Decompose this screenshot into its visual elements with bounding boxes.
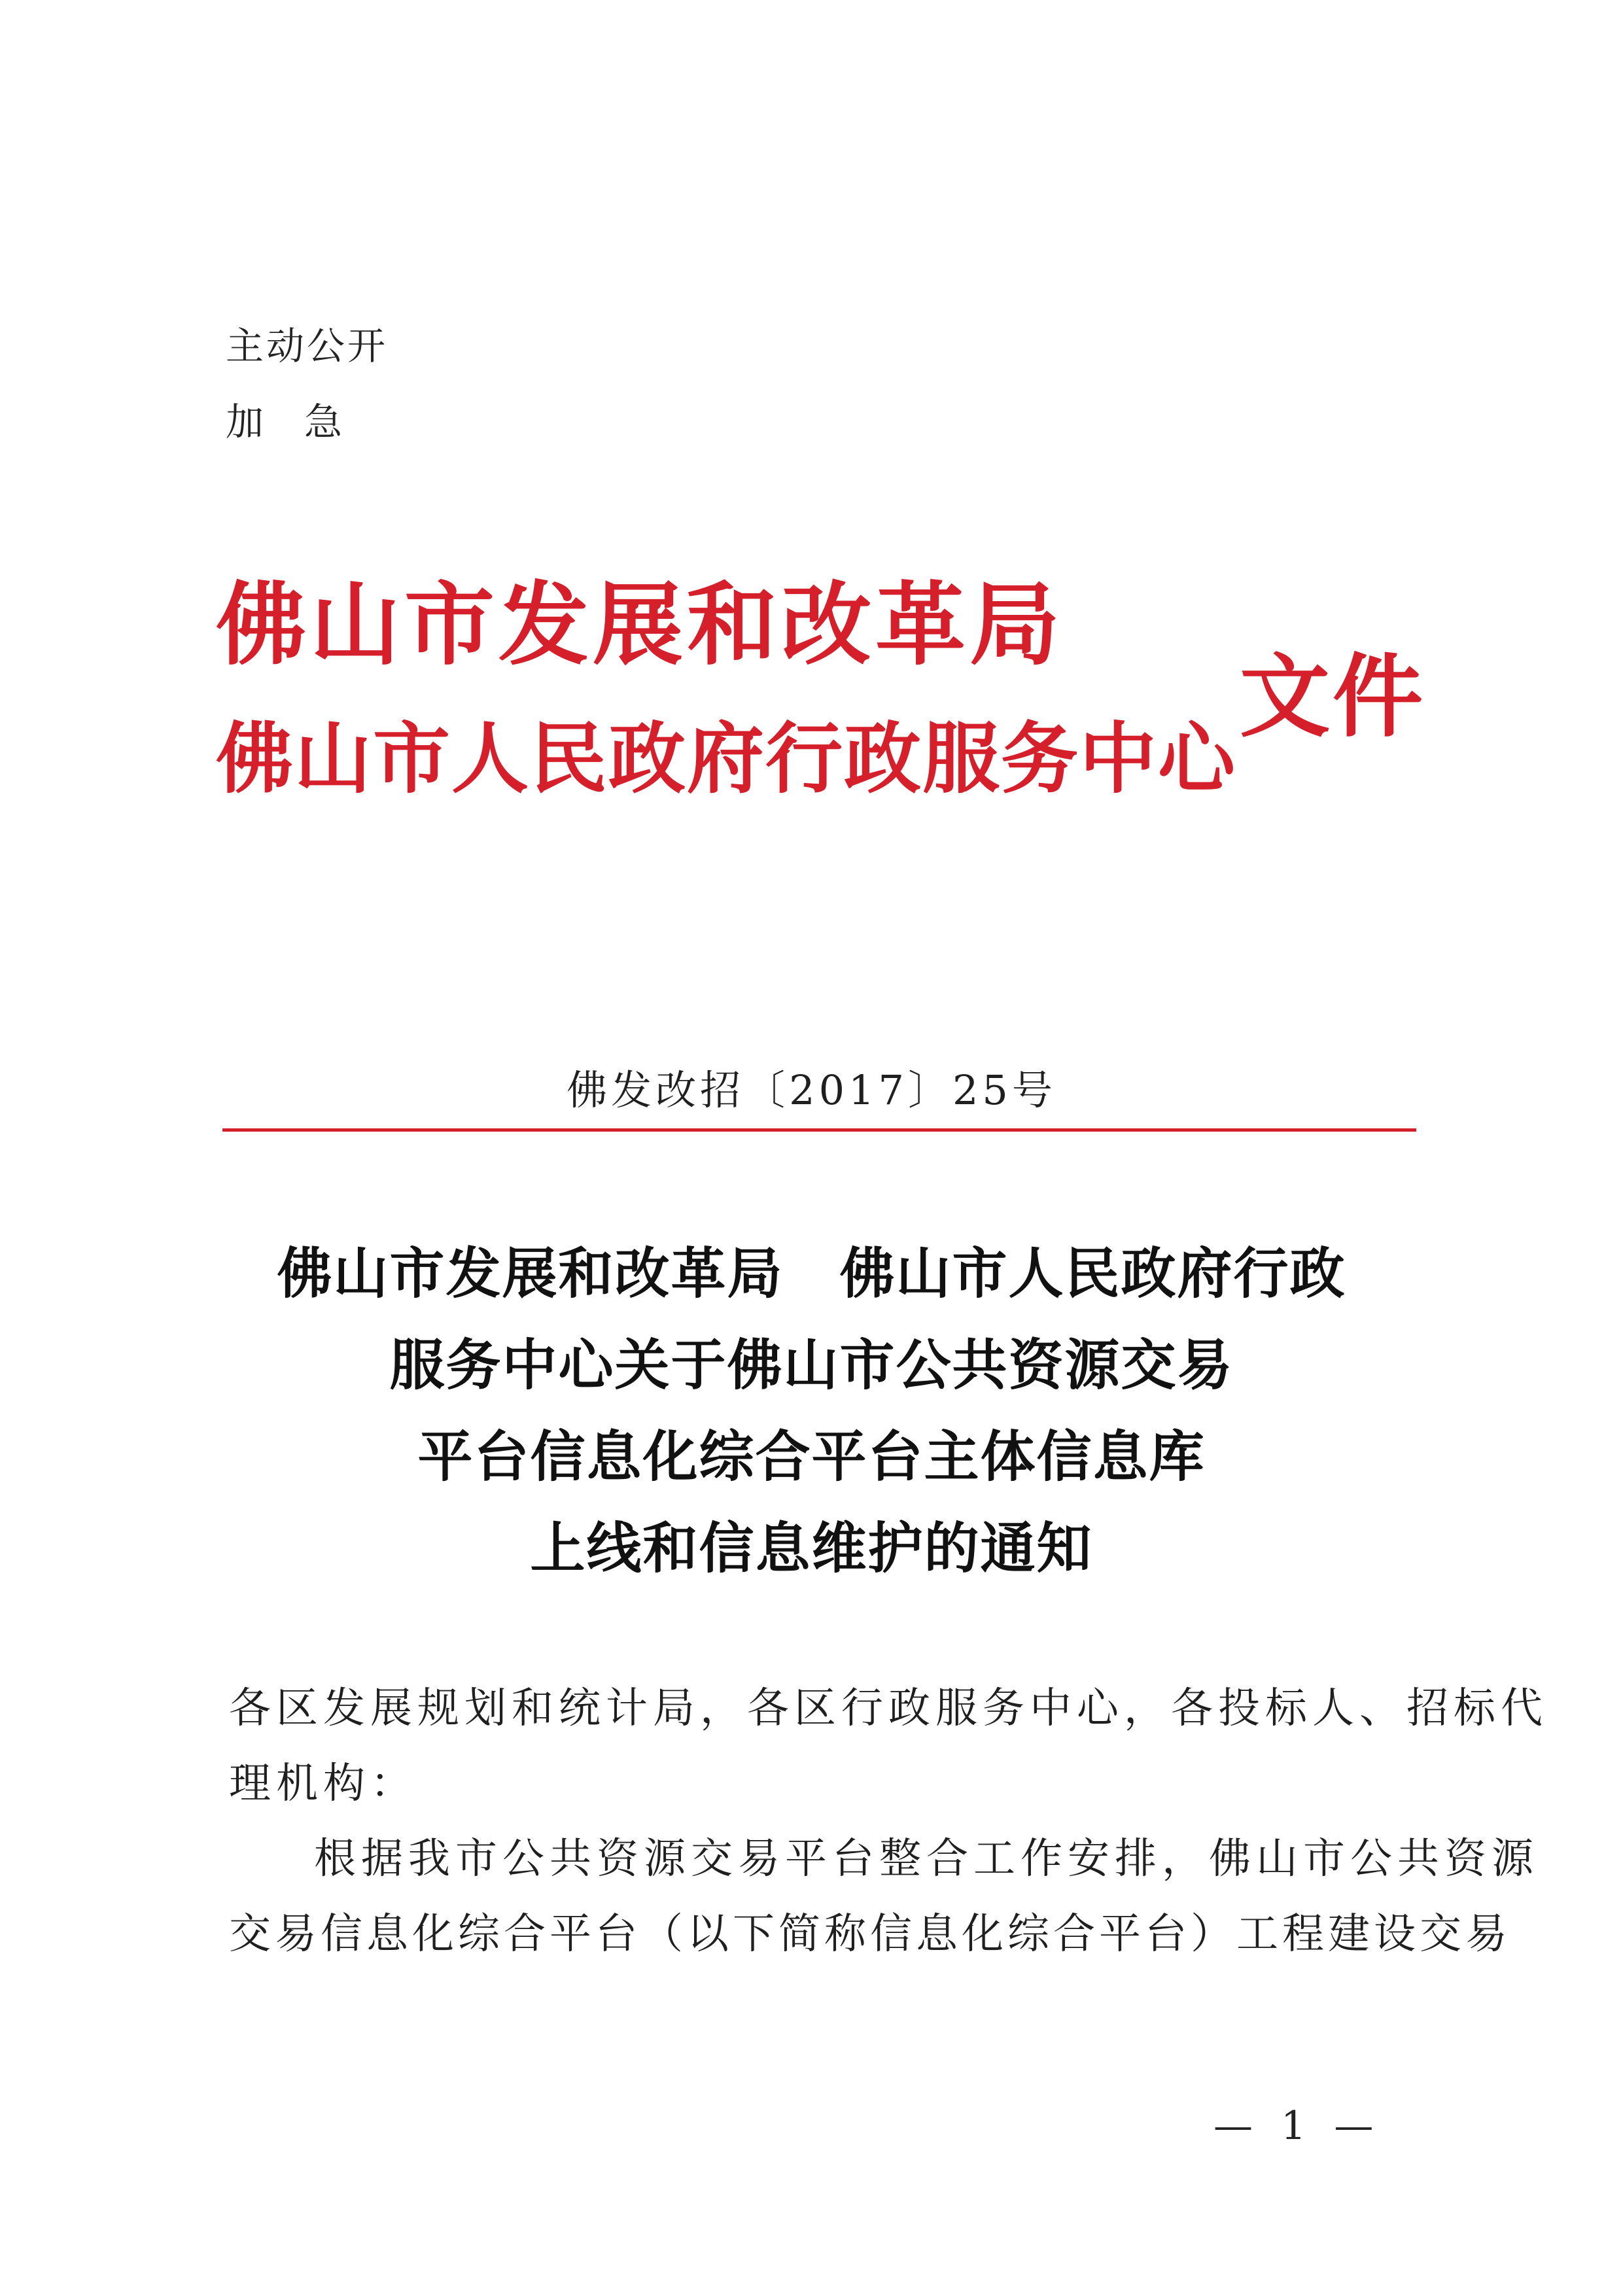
paragraph-1-line-1: 根据我市公共资源交易平台整合工作安排，佛山市公共资源 <box>314 1835 1539 1883</box>
red-divider <box>222 1128 1416 1132</box>
document-number: 佛发改招〔2017〕25号 <box>567 1066 1056 1114</box>
title-line-3: 平台信息化综合平台主体信息库 <box>417 1424 1206 1489</box>
issuer-line-1: 佛山市发展和改革局 <box>216 571 1064 678</box>
title-line-4: 上线和信息维护的通知 <box>530 1516 1093 1580</box>
issuer-line-2: 佛山市人民政府行政服务中心 <box>216 713 1237 804</box>
issuer-suffix: 文件 <box>1240 643 1426 750</box>
paragraph-1-line-2: 交易信息化综合平台（以下简称信息化综合平台）工程建设交易 <box>229 1910 1511 1958</box>
addressee-line-1: 各区发展规划和统计局，各区行政服务中心，各投标人、招标代 <box>229 1684 1548 1733</box>
urgency-label: 加急 <box>226 400 383 444</box>
title-line-1: 佛山市发展和改革局 佛山市人民政府行政 <box>277 1241 1346 1306</box>
title-line-2: 服务中心关于佛山市公共资源交易 <box>389 1332 1234 1397</box>
disclosure-label: 主动公开 <box>226 324 389 368</box>
addressee-line-2: 理机构： <box>229 1760 417 1808</box>
page-number: — 1 — <box>1213 2103 1382 2149</box>
